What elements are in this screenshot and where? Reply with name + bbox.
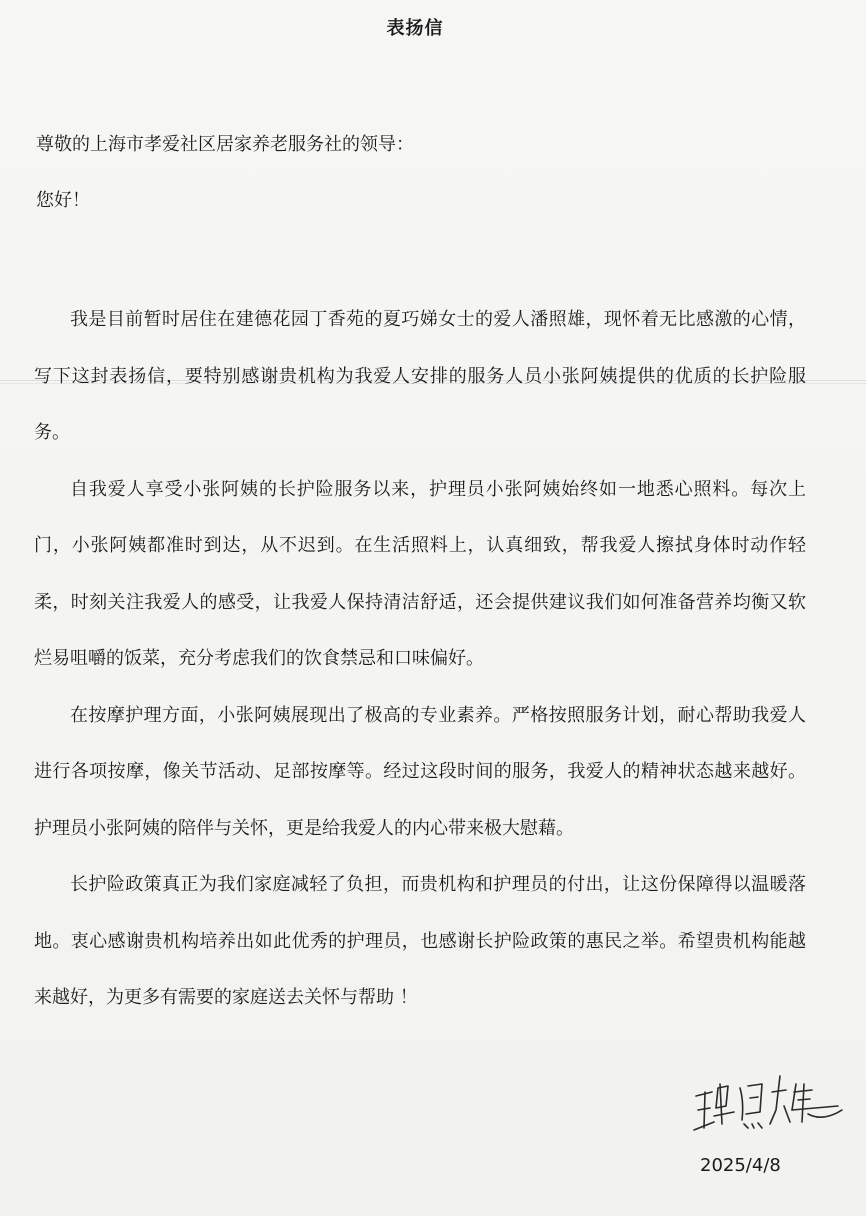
letter-body (34, 292, 806, 1027)
letter-paragraph: 我是目前暂时居住在建德花园丁香苑的夏巧娣女士的爱人潘照雄，现怀着无比感激的心情，写下这封表扬信，要特别感谢贵机构为我爱人安排的服务人员小张阿姨提供的优质的长护险服务。 (34, 309, 806, 443)
letter-salutation: 尊敬的上海市孝爱社区居家养老服务社的领导： (36, 134, 414, 155)
letter-paragraph: 自我爱人享受小张阿姨的长护险服务以来，护理员小张阿姨始终如一地悉心照料。每次上门，小张阿姨都准时到达，从不迟到。在生活照料上，认真细致，帮我爱人擦拭身体时动作轻柔，时刻关注我爱人的感受，让我爱人保持清洁舒适，还会提供建议我们如何准备营养均衡又软烂易咀嚼的饭菜，充分考虑我们的饮食禁忌和口味偏好。 (34, 478, 806, 669)
letter-paragraph: 在按摩护理方面，小张阿姨展现出了极高的专业素养。严格按照服务计划，耐心帮助我爱人进行各项按摩，像关节活动、足部按摩等。经过这段时间的服务，我爱人的精神状态越来越好。护理员小张阿姨的陪伴与关怀，更是给我爱人的内心带来极大慰藉。 (34, 704, 806, 839)
letter-paragraph: 长护险政策真正为我们家庭减轻了负担，而贵机构和护理员的付出，让这份保障得以温暖落地。衷心感谢贵机构培养出如此优秀的护理员，也感谢长护险政策的惠民之举。希望贵机构能越来越好，为更多有需要的家庭送去关怀与帮助 ！ (34, 874, 806, 1008)
letter-date: 2025/4/8 (700, 1155, 781, 1176)
letter-greeting: 您好！ (36, 190, 90, 211)
handwritten-signature (688, 1062, 848, 1152)
letter-title: 表扬信 (386, 18, 444, 39)
